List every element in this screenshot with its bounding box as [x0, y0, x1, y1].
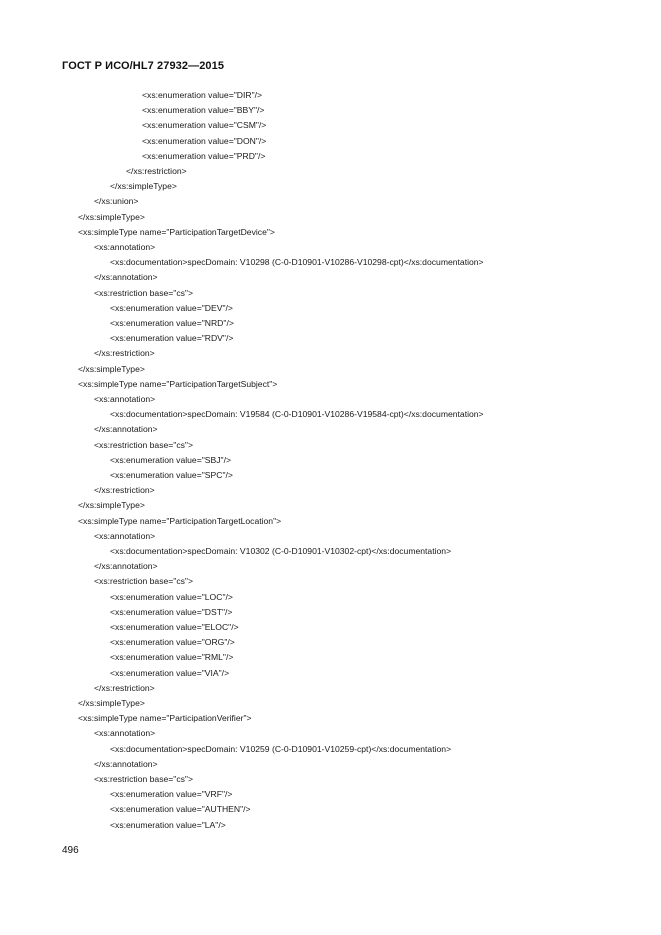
page-header-title: ГОСТ Р ИСО/HL7 27932—2015	[62, 60, 225, 72]
code-line: </xs:simpleType>	[78, 698, 145, 708]
code-line: </xs:simpleType>	[110, 181, 177, 192]
code-line: <xs:enumeration value="ORG"/>	[110, 637, 235, 648]
code-line: <xs:simpleType name="ParticipationTargetLocation">	[78, 515, 282, 526]
code-line: <xs:enumeration value="VIA"/>	[110, 667, 230, 678]
code-line: <xs:enumeration value="ELOC"/>	[110, 622, 239, 632]
code-line: </xs:annotation>	[94, 561, 158, 572]
code-line: <xs:annotation>	[94, 530, 156, 541]
code-line: <xs:enumeration value="DIR"/>	[142, 90, 263, 100]
code-line: <xs:enumeration value="DST"/>	[110, 606, 233, 617]
code-line: </xs:restriction>	[94, 682, 155, 693]
code-line: <xs:restriction base="cs">	[94, 576, 194, 587]
code-line: <xs:enumeration value="VRF"/>	[110, 789, 233, 800]
code-line: <xs:enumeration value="AUTHEN"/>	[110, 804, 251, 815]
code-line: <xs:documentation>specDomain: V10298 (C-0-D10901-V10286-V10298-cpt)</xs:documentation>	[110, 257, 484, 268]
code-line: <xs:enumeration value="LOC"/>	[110, 591, 233, 602]
code-line: <xs:enumeration value="SBJ"/>	[110, 454, 231, 465]
code-line: <xs:enumeration value="DEV"/>	[110, 302, 233, 313]
code-line: <xs:annotation>	[94, 394, 156, 404]
code-line: </xs:restriction>	[94, 485, 155, 496]
code-line: <xs:enumeration value="NRD"/>	[110, 318, 234, 328]
code-line: </xs:simpleType>	[78, 363, 145, 374]
code-line: <xs:enumeration value="PRD"/>	[142, 150, 266, 161]
code-line: </xs:restriction>	[126, 166, 187, 176]
code-line: <xs:enumeration value="CSM"/>	[142, 120, 267, 131]
code-line: <xs:annotation>	[94, 242, 156, 252]
code-line: </xs:simpleType>	[78, 500, 145, 511]
code-line: <xs:enumeration value="RML"/>	[110, 652, 234, 663]
code-line: <xs:restriction base="cs">	[94, 439, 194, 450]
code-line: <xs:annotation>	[94, 728, 156, 739]
code-line: </xs:annotation>	[94, 424, 158, 435]
code-line: </xs:restriction>	[94, 348, 155, 359]
code-line: <xs:documentation>specDomain: V10259 (C-0-D10901-V10259-cpt)</xs:documentation>	[110, 743, 452, 754]
code-line: <xs:simpleType name="ParticipationTargetSubject">	[78, 378, 278, 389]
code-line: <xs:simpleType name="ParticipationVerifier">	[78, 713, 252, 724]
code-line: <xs:enumeration value="LA"/>	[110, 819, 226, 830]
code-line: <xs:documentation>specDomain: V10302 (C-0-D10901-V10302-cpt)</xs:documentation>	[110, 546, 452, 556]
code-line: <xs:documentation>specDomain: V19584 (C-0-D10901-V10286-V19584-cpt)</xs:documentation>	[110, 409, 484, 420]
code-line: </xs:annotation>	[94, 272, 158, 283]
code-line: <xs:restriction base="cs">	[94, 774, 194, 784]
code-line: </xs:simpleType>	[78, 211, 145, 222]
code-line: <xs:enumeration value="DON"/>	[142, 135, 267, 146]
code-line: </xs:union>	[94, 196, 139, 207]
code-line: <xs:enumeration value="RDV"/>	[110, 333, 234, 344]
code-line: </xs:annotation>	[94, 758, 158, 769]
page-number: 496	[62, 845, 79, 856]
code-line: <xs:enumeration value="BBY"/>	[142, 105, 265, 116]
code-line: <xs:enumeration value="SPC"/>	[110, 470, 233, 480]
code-line: <xs:restriction base="cs">	[94, 287, 194, 298]
code-line: <xs:simpleType name="ParticipationTargetDevice">	[78, 226, 275, 237]
